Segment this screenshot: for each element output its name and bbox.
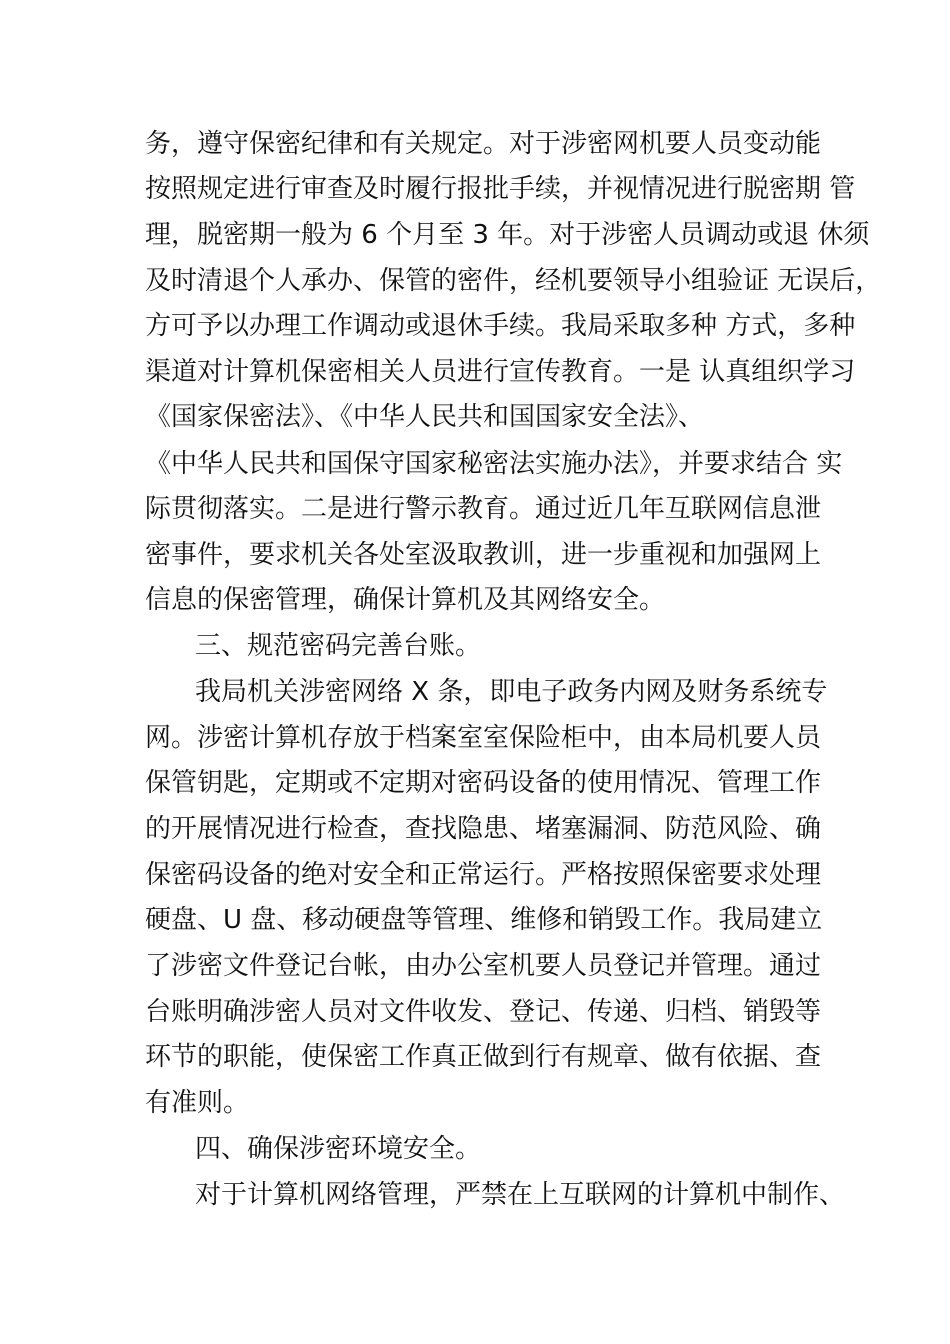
text-line-5: 方可予以办理工作调动或退休手续。我局采取多种 方式，多种: [145, 311, 856, 341]
text-line-1: 务，遵守保密纪律和有关规定。对于涉密网机要人员变动能: [145, 129, 822, 159]
text-line-20: 台账明确涉密人员对文件收发、登记、传递、归档、销毁等: [145, 997, 822, 1027]
text-line-2: 按照规定进行审查及时履行报批手续，并视情况进行脱密期 管: [145, 174, 856, 204]
text-line-15: 保管钥匙，定期或不定期对密码设备的使用情况、管理工作: [145, 768, 822, 798]
text-line-4: 及时清退个人承办、保管的密件，经机要领导小组验证 无误后，: [145, 266, 882, 296]
text-line-21: 环节的职能，使保密工作真正做到行有规章、做有依据、查: [145, 1042, 822, 1072]
text-line-16: 的开展情况进行检查，查找隐患、堵塞漏洞、防范风险、确: [145, 814, 822, 844]
text-line-17: 保密码设备的绝对安全和正常运行。严格按照保密要求处理: [145, 860, 822, 890]
text-line-14: 网。涉密计算机存放于档案室室保险柜中，由本局机要人员: [145, 723, 822, 753]
text-line-7: 《国家保密法》、《中华人民共和国国家安全法》、: [145, 402, 705, 432]
section-heading-3: 三、规范密码完善台账。: [195, 631, 482, 661]
text-line-6: 渠道对计算机保密相关人员进行宣传教育。一是 认真组织学习: [145, 357, 856, 387]
text-line-8: 《中华人民共和国保守国家秘密法实施办法》，并要求结合 实: [145, 449, 843, 479]
section-heading-4: 四、确保涉密环境安全。: [195, 1134, 482, 1164]
text-line-9: 际贯彻落实。二是进行警示教育。通过近几年互联网信息泄: [145, 494, 822, 524]
text-line-11: 信息的保密管理，确保计算机及其网络安全。: [145, 585, 666, 615]
text-line-18: 硬盘、U 盘、移动硬盘等管理、维修和销毁工作。我局建立: [145, 905, 823, 935]
text-line-3: 理，脱密期一般为 6 个月至 3 年。对于涉密人员调动或退 休须: [145, 220, 870, 250]
text-line-22: 有准则。: [145, 1088, 250, 1118]
text-line-24: 对于计算机网络管理，严禁在上互联网的计算机中制作、: [195, 1180, 846, 1210]
text-line-19: 了涉密文件登记台帐，由办公室机要人员登记并管理。通过: [145, 951, 822, 981]
text-line-10: 密事件，要求机关各处室汲取教训，进一步重视和加强网上: [145, 540, 822, 570]
text-line-13: 我局机关涉密网络 X 条，即电子政务内网及财务系统专: [195, 677, 828, 707]
